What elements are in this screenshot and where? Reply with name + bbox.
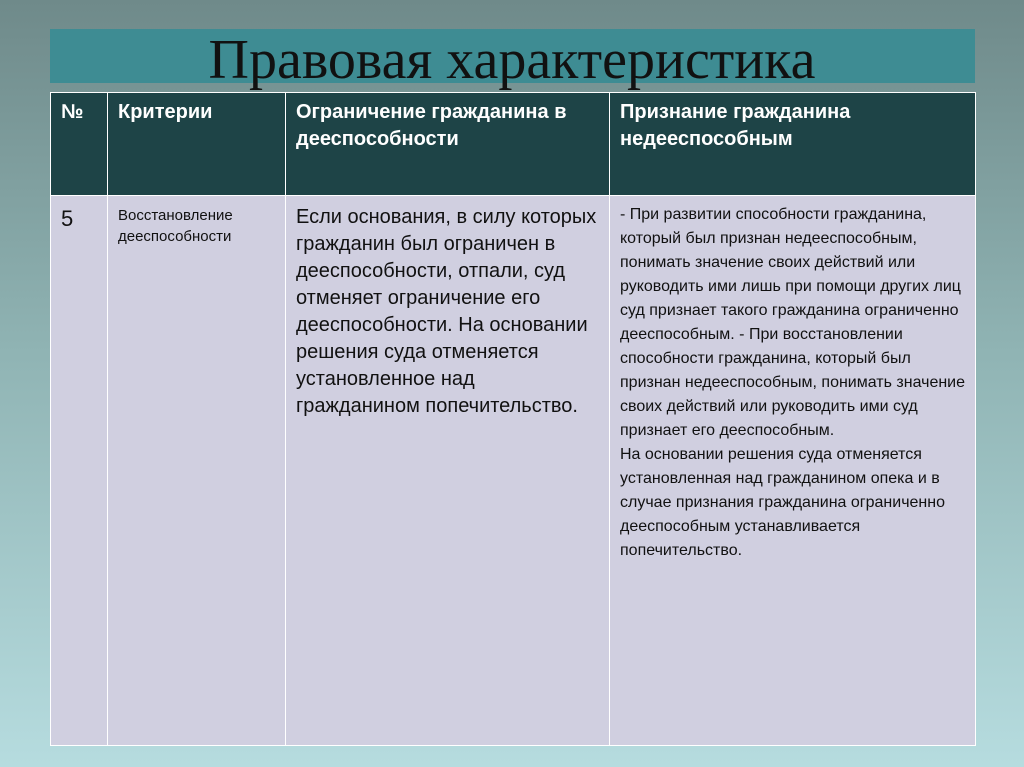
header-criteria: Критерии bbox=[108, 93, 286, 196]
cell-criterion: Восстановление дееспособности bbox=[108, 196, 286, 746]
table-row bbox=[51, 196, 976, 746]
cell-incapacity-text: - При развитии способности гражданина, который был признан недееспособным, понимать значение своих действий или руководить ими лишь при помощи других лиц суд признает такого гражданина ограниченно дееспособным. - При восстановлении способности гражданина, который был признан недееспособным, понимать значение своих действий или руководить ими суд признает его дееспособным. На основании решения суда отменяется установленная над гражданином опека и в случае признания гражданина ограниченно дееспособным устанавливается попечительство. bbox=[620, 206, 966, 559]
table-header-row bbox=[51, 93, 976, 196]
cell-incapacity bbox=[610, 196, 976, 746]
legal-characteristics-table bbox=[50, 92, 976, 746]
header-restriction: Ограничение гражданина в дееспособности bbox=[286, 93, 610, 196]
cell-restriction: Если основания, в силу которых гражданин был ограничен в дееспособности, отпали, суд отменяет ограничение его дееспособности. На основании решения суда отменяется установленное над гражданином попечительство. bbox=[286, 196, 610, 746]
cell-number: 5 bbox=[51, 196, 108, 746]
header-incapacity: Признание гражданина недееспособным bbox=[610, 93, 976, 196]
header-number: № bbox=[51, 93, 108, 196]
slide-title: Правовая характеристика bbox=[208, 29, 816, 91]
